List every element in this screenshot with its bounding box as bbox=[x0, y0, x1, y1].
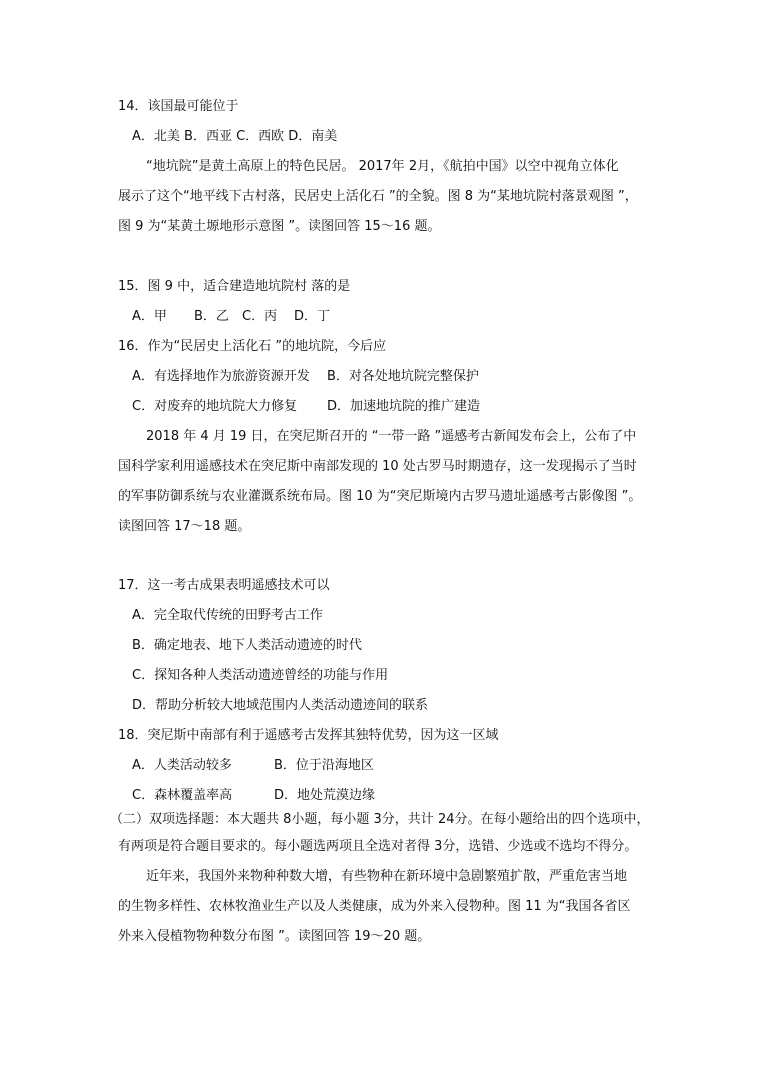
q17-option-c: C．探知各种人类活动遗迹曾经的功能与作用 bbox=[132, 668, 389, 683]
q15-option-b: B．乙 bbox=[194, 309, 229, 324]
q18-stem: 18．突尼斯中南部有利于遥感考古发挥其独特优势，因为这一区域 bbox=[118, 728, 499, 743]
q15-option-a: A．甲 bbox=[132, 309, 167, 324]
section2-line1: （二）双项选择题：本大题共 8小题，每小题 3分，共计 24分。在每小题给出的四个选项中， bbox=[110, 812, 650, 827]
passage2-line3: 的军事防御系统与农业灌溉系统布局。图 10 为“突尼斯境内古罗马遗址遥感考古影像图 ”。 bbox=[118, 489, 642, 504]
q16-stem: 16．作为“民居史上活化石 ”的地坑院，今后应 bbox=[118, 339, 387, 354]
q14-options: A．北美 B．西亚 C．西欧 D．南美 bbox=[132, 129, 338, 144]
passage1-line1: “地坑院”是黄土高原上的特色民居。 2017年 2月，《航拍中国》以空中视角立体化 bbox=[146, 159, 619, 174]
q18-option-d: D．地处荒漠边缘 bbox=[274, 788, 376, 803]
q15-option-c: C．丙 bbox=[242, 309, 278, 324]
q15-stem: 15．图 9 中，适合建造地坑院村 落的是 bbox=[118, 279, 351, 294]
q17-option-a: A．完全取代传统的田野考古工作 bbox=[132, 608, 323, 623]
passage2-line4: 读图回答 17～18 题。 bbox=[118, 519, 251, 534]
q14-stem: 14．该国最可能位于 bbox=[118, 99, 239, 114]
passage1-line3: 图 9 为“某黄土塬地形示意图 ”。读图回答 15～16 题。 bbox=[118, 219, 441, 234]
passage2-line2: 国科学家利用遥感技术在突尼斯中南部发现的 10 处古罗马时期遗存，这一发现揭示了当时 bbox=[118, 459, 637, 474]
q16-option-d: D．加速地坑院的推广建造 bbox=[327, 399, 481, 414]
q15-option-d: D．丁 bbox=[294, 309, 331, 324]
passage1-line2: 展示了这个“地平线下古村落，民居史上活化石 ”的全貌。图 8 为“某地坑院村落景观图 ”， bbox=[118, 189, 638, 204]
passage2-line1: 2018 年 4 月 19 日，在突尼斯召开的 “一带一路 ”遥感考古新闻发布会上，公布了中 bbox=[146, 429, 637, 444]
q18-option-a: A．人类活动较多 bbox=[132, 758, 232, 773]
passage3-line2: 的生物多样性、农林牧渔业生产以及人类健康，成为外来入侵物种。图 11 为“我国各省区 bbox=[118, 899, 631, 914]
q18-option-c: C．森林覆盖率高 bbox=[132, 788, 233, 803]
q17-stem: 17．这一考古成果表明遥感技术可以 bbox=[118, 578, 330, 593]
q17-option-d: D．帮助分析较大地域范围内人类活动遗迹间的联系 bbox=[132, 698, 429, 713]
section2-line2: 有两项是符合题目要求的。每小题选两项且全选对者得 3分，选错、少选或不选均不得分。 bbox=[118, 839, 638, 854]
q17-option-b: B．确定地表、地下人类活动遗迹的时代 bbox=[132, 638, 362, 653]
q15-options bbox=[132, 308, 330, 326]
q18-option-b: B．位于沿海地区 bbox=[274, 758, 374, 773]
passage3-line1: 近年来，我国外来物种种数大增，有些物种在新环境中急剧繁殖扩散，严重危害当地 bbox=[146, 869, 628, 884]
q16-option-c: C．对废弃的地坑院大力修复 bbox=[132, 399, 298, 414]
q16-option-b: B．对各处地坑院完整保护 bbox=[327, 369, 479, 384]
q16-option-a: A．有选择地作为旅游资源开发 bbox=[132, 369, 310, 384]
passage3-line3: 外来入侵植物物种数分布图 ”。读图回答 19～20 题。 bbox=[118, 929, 431, 944]
